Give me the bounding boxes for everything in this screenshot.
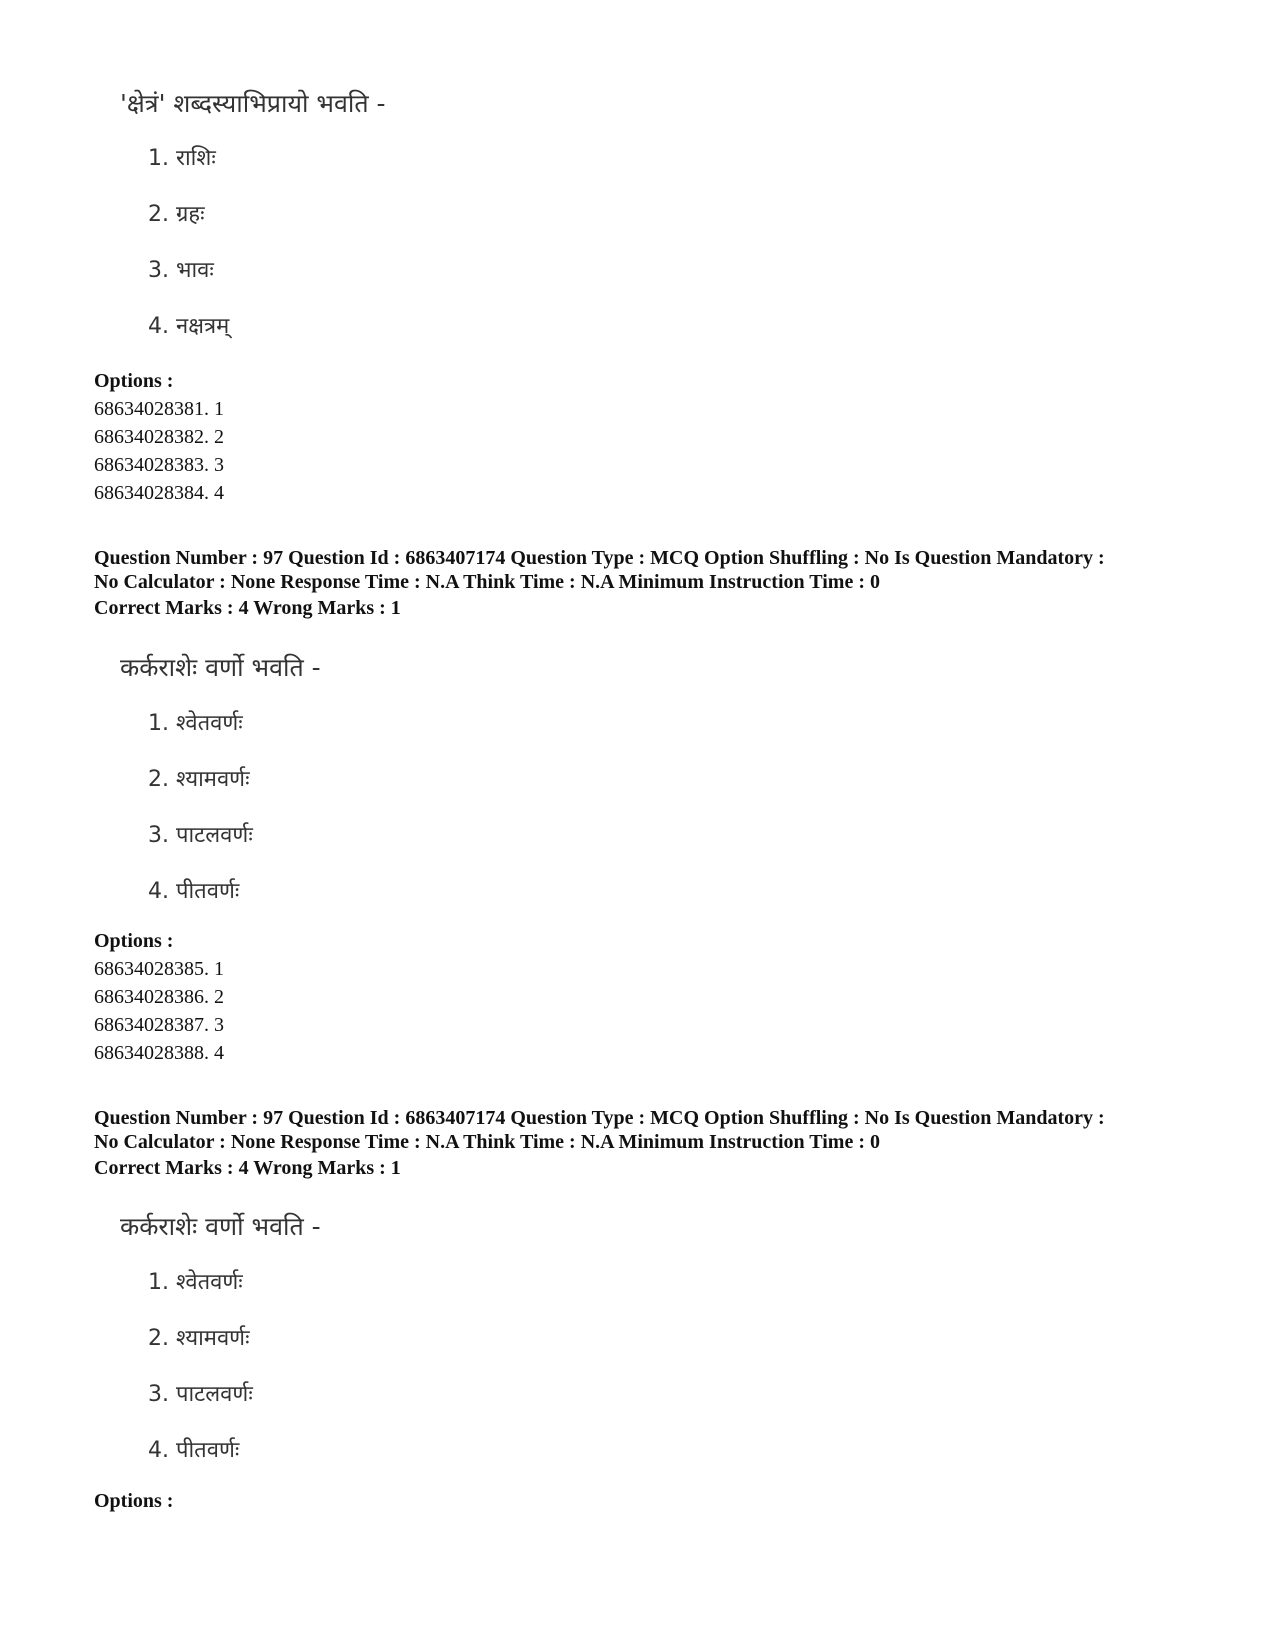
question-meta (94, 1106, 1214, 1154)
question-text: कर्कराशेः वर्णो भवति - (120, 1212, 321, 1241)
option-1: 68634028381. 1 (94, 398, 224, 420)
choice-4: 4. पीतवर्णः (148, 1438, 240, 1463)
option-1: 68634028385. 1 (94, 958, 224, 980)
options-label: Options : (94, 1490, 174, 1512)
choice-2: 2. श्यामवर्णः (148, 767, 250, 792)
choice-1: 1. श्वेतवर्णः (148, 1270, 243, 1295)
choice-3: 3. पाटलवर्णः (148, 823, 253, 848)
option-2: 68634028386. 2 (94, 986, 224, 1008)
choice-3: 3. पाटलवर्णः (148, 1382, 253, 1407)
option-3: 68634028387. 3 (94, 1014, 224, 1036)
option-4: 68634028384. 4 (94, 482, 224, 504)
question-meta-line-2: No Calculator : None Response Time : N.A Think Time : N.A Minimum Instruction Time : 0 (94, 571, 880, 593)
options-label: Options : (94, 370, 174, 392)
question-meta-line-2: No Calculator : None Response Time : N.A Think Time : N.A Minimum Instruction Time : 0 (94, 1131, 880, 1153)
choice-4: 4. नक्षत्रम् (148, 314, 230, 339)
question-marks: Correct Marks : 4 Wrong Marks : 1 (94, 597, 401, 619)
question-marks: Correct Marks : 4 Wrong Marks : 1 (94, 1157, 401, 1179)
question-text: 'क्षेत्रं' शब्दस्याभिप्रायो भवति - (120, 89, 386, 118)
option-4: 68634028388. 4 (94, 1042, 224, 1064)
option-2: 68634028382. 2 (94, 426, 224, 448)
choice-3: 3. भावः (148, 258, 214, 283)
option-3: 68634028383. 3 (94, 454, 224, 476)
choice-1: 1. राशिः (148, 146, 216, 171)
question-meta-line-1: Question Number : 97 Question Id : 6863407174 Question Type : MCQ Option Shuffling : No Is Question Mandatory : (94, 547, 1105, 569)
choice-4: 4. पीतवर्णः (148, 879, 240, 904)
choice-1: 1. श्वेतवर्णः (148, 711, 243, 736)
question-meta-line-1: Question Number : 97 Question Id : 6863407174 Question Type : MCQ Option Shuffling : No Is Question Mandatory : (94, 1107, 1105, 1129)
choice-2: 2. ग्रहः (148, 202, 205, 227)
question-meta (94, 546, 1214, 594)
options-label: Options : (94, 930, 174, 952)
question-text: कर्कराशेः वर्णो भवति - (120, 653, 321, 682)
choice-2: 2. श्यामवर्णः (148, 1326, 250, 1351)
